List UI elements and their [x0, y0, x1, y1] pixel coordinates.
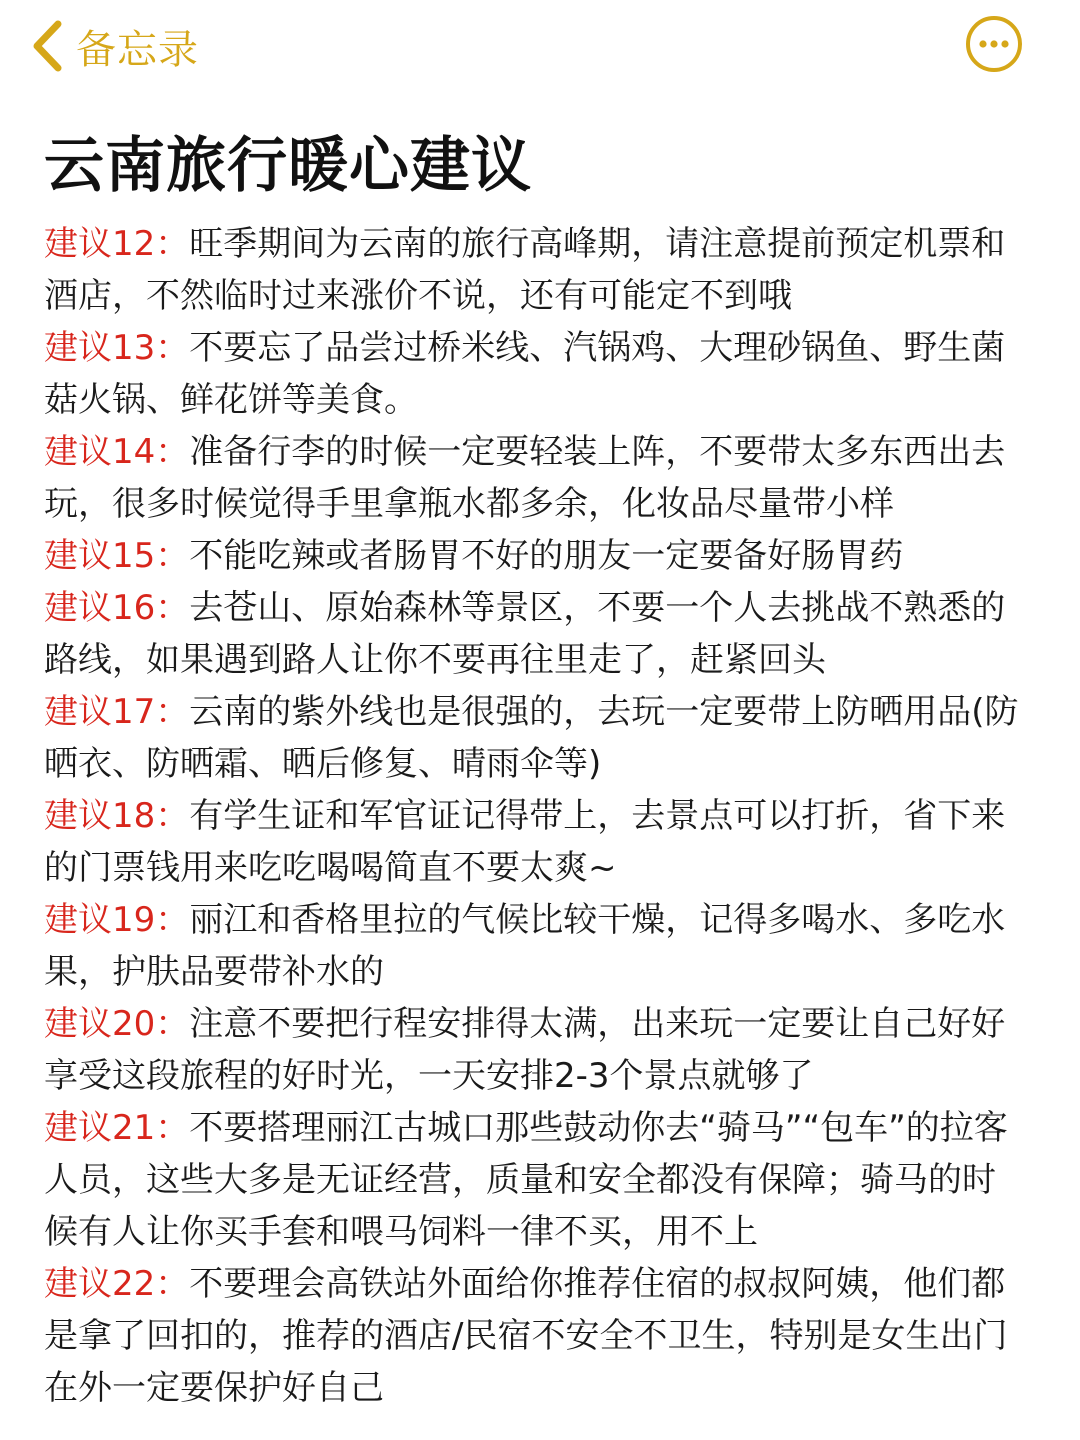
- tip-text: 准备行李的时候一定要轻装上阵，不要带太多东西出去玩，很多时候觉得手里拿瓶水都多余，化妆品尽量带小样: [44, 432, 1006, 524]
- tip-label: 建议19：: [44, 900, 190, 940]
- tip-label: 建议18：: [44, 796, 190, 836]
- tip-text: 注意不要把行程安排得太满，出来玩一定要让自己好好享受这段旅程的好时光，一天安排2-3个景点就够了: [44, 1004, 1006, 1096]
- tip-paragraph: [44, 894, 1024, 998]
- tip-label: 建议17：: [44, 692, 190, 732]
- tip-paragraph: [44, 218, 1024, 322]
- more-button[interactable]: [964, 14, 1024, 74]
- tip-text: 不要忘了品尝过桥米线、汽锅鸡、大理砂锅鱼、野生菌菇火锅、鲜花饼等美食。: [44, 328, 1006, 420]
- tip-text: 有学生证和军官证记得带上，去景点可以打折，省下来的门票钱用来吃吃喝喝简直不要太爽~: [44, 796, 1006, 888]
- tip-paragraph: [44, 790, 1024, 894]
- back-label: 备忘录: [76, 26, 199, 73]
- tip-text: 云南的紫外线也是很强的，去玩一定要带上防晒用品(防晒衣、防晒霜、晒后修复、晴雨伞等): [44, 692, 1019, 784]
- navigation-bar: [0, 0, 1080, 96]
- back-button[interactable]: [28, 14, 199, 78]
- tip-paragraph: [44, 582, 1024, 686]
- tip-label: 建议14：: [44, 432, 190, 472]
- tip-label: 建议13：: [44, 328, 190, 368]
- tip-label: 建议15：: [44, 536, 190, 576]
- tip-text: 不能吃辣或者肠胃不好的朋友一定要备好肠胃药: [189, 536, 904, 576]
- note-title: 云南旅行暖心建议: [44, 131, 532, 201]
- tip-text: 去苍山、原始森林等景区，不要一个人去挑战不熟悉的路线，如果遇到路人让你不要再往里走了，赶紧回头: [44, 588, 1006, 680]
- tip-label: 建议22：: [44, 1264, 190, 1304]
- tip-paragraph: [44, 426, 1024, 530]
- tip-label: 建议16：: [44, 588, 190, 628]
- tip-text: 丽江和香格里拉的气候比较干燥，记得多喝水、多吃水果，护肤品要带补水的: [44, 900, 1006, 992]
- tip-text: 不要搭理丽江古城口那些鼓动你去“骑马”“包车”的拉客人员，这些大多是无证经营，质量和安全都没有保障；骑马的时候有人让你买手套和喂马饲料一律不买，用不上: [44, 1108, 1008, 1252]
- note-body[interactable]: [44, 218, 1024, 1414]
- tip-label: 建议21：: [44, 1108, 190, 1148]
- more-ellipsis-icon: [964, 14, 1024, 74]
- chevron-left-icon: [28, 18, 68, 74]
- tip-paragraph: [44, 998, 1024, 1102]
- tip-paragraph: [44, 530, 1024, 582]
- tip-paragraph: [44, 686, 1024, 790]
- tip-label: 建议20：: [44, 1004, 190, 1044]
- tip-text: 不要理会高铁站外面给你推荐住宿的叔叔阿姨，他们都是拿了回扣的，推荐的酒店/民宿不安全不卫生，特别是女生出门在外一定要保护好自己: [44, 1264, 1008, 1408]
- tip-label: 建议12：: [44, 224, 190, 264]
- tip-paragraph: [44, 1102, 1024, 1258]
- tip-paragraph: [44, 322, 1024, 426]
- tip-paragraph: [44, 1258, 1024, 1414]
- tip-text: 旺季期间为云南的旅行高峰期，请注意提前预定机票和酒店，不然临时过来涨价不说，还有可能定不到哦: [44, 224, 1006, 316]
